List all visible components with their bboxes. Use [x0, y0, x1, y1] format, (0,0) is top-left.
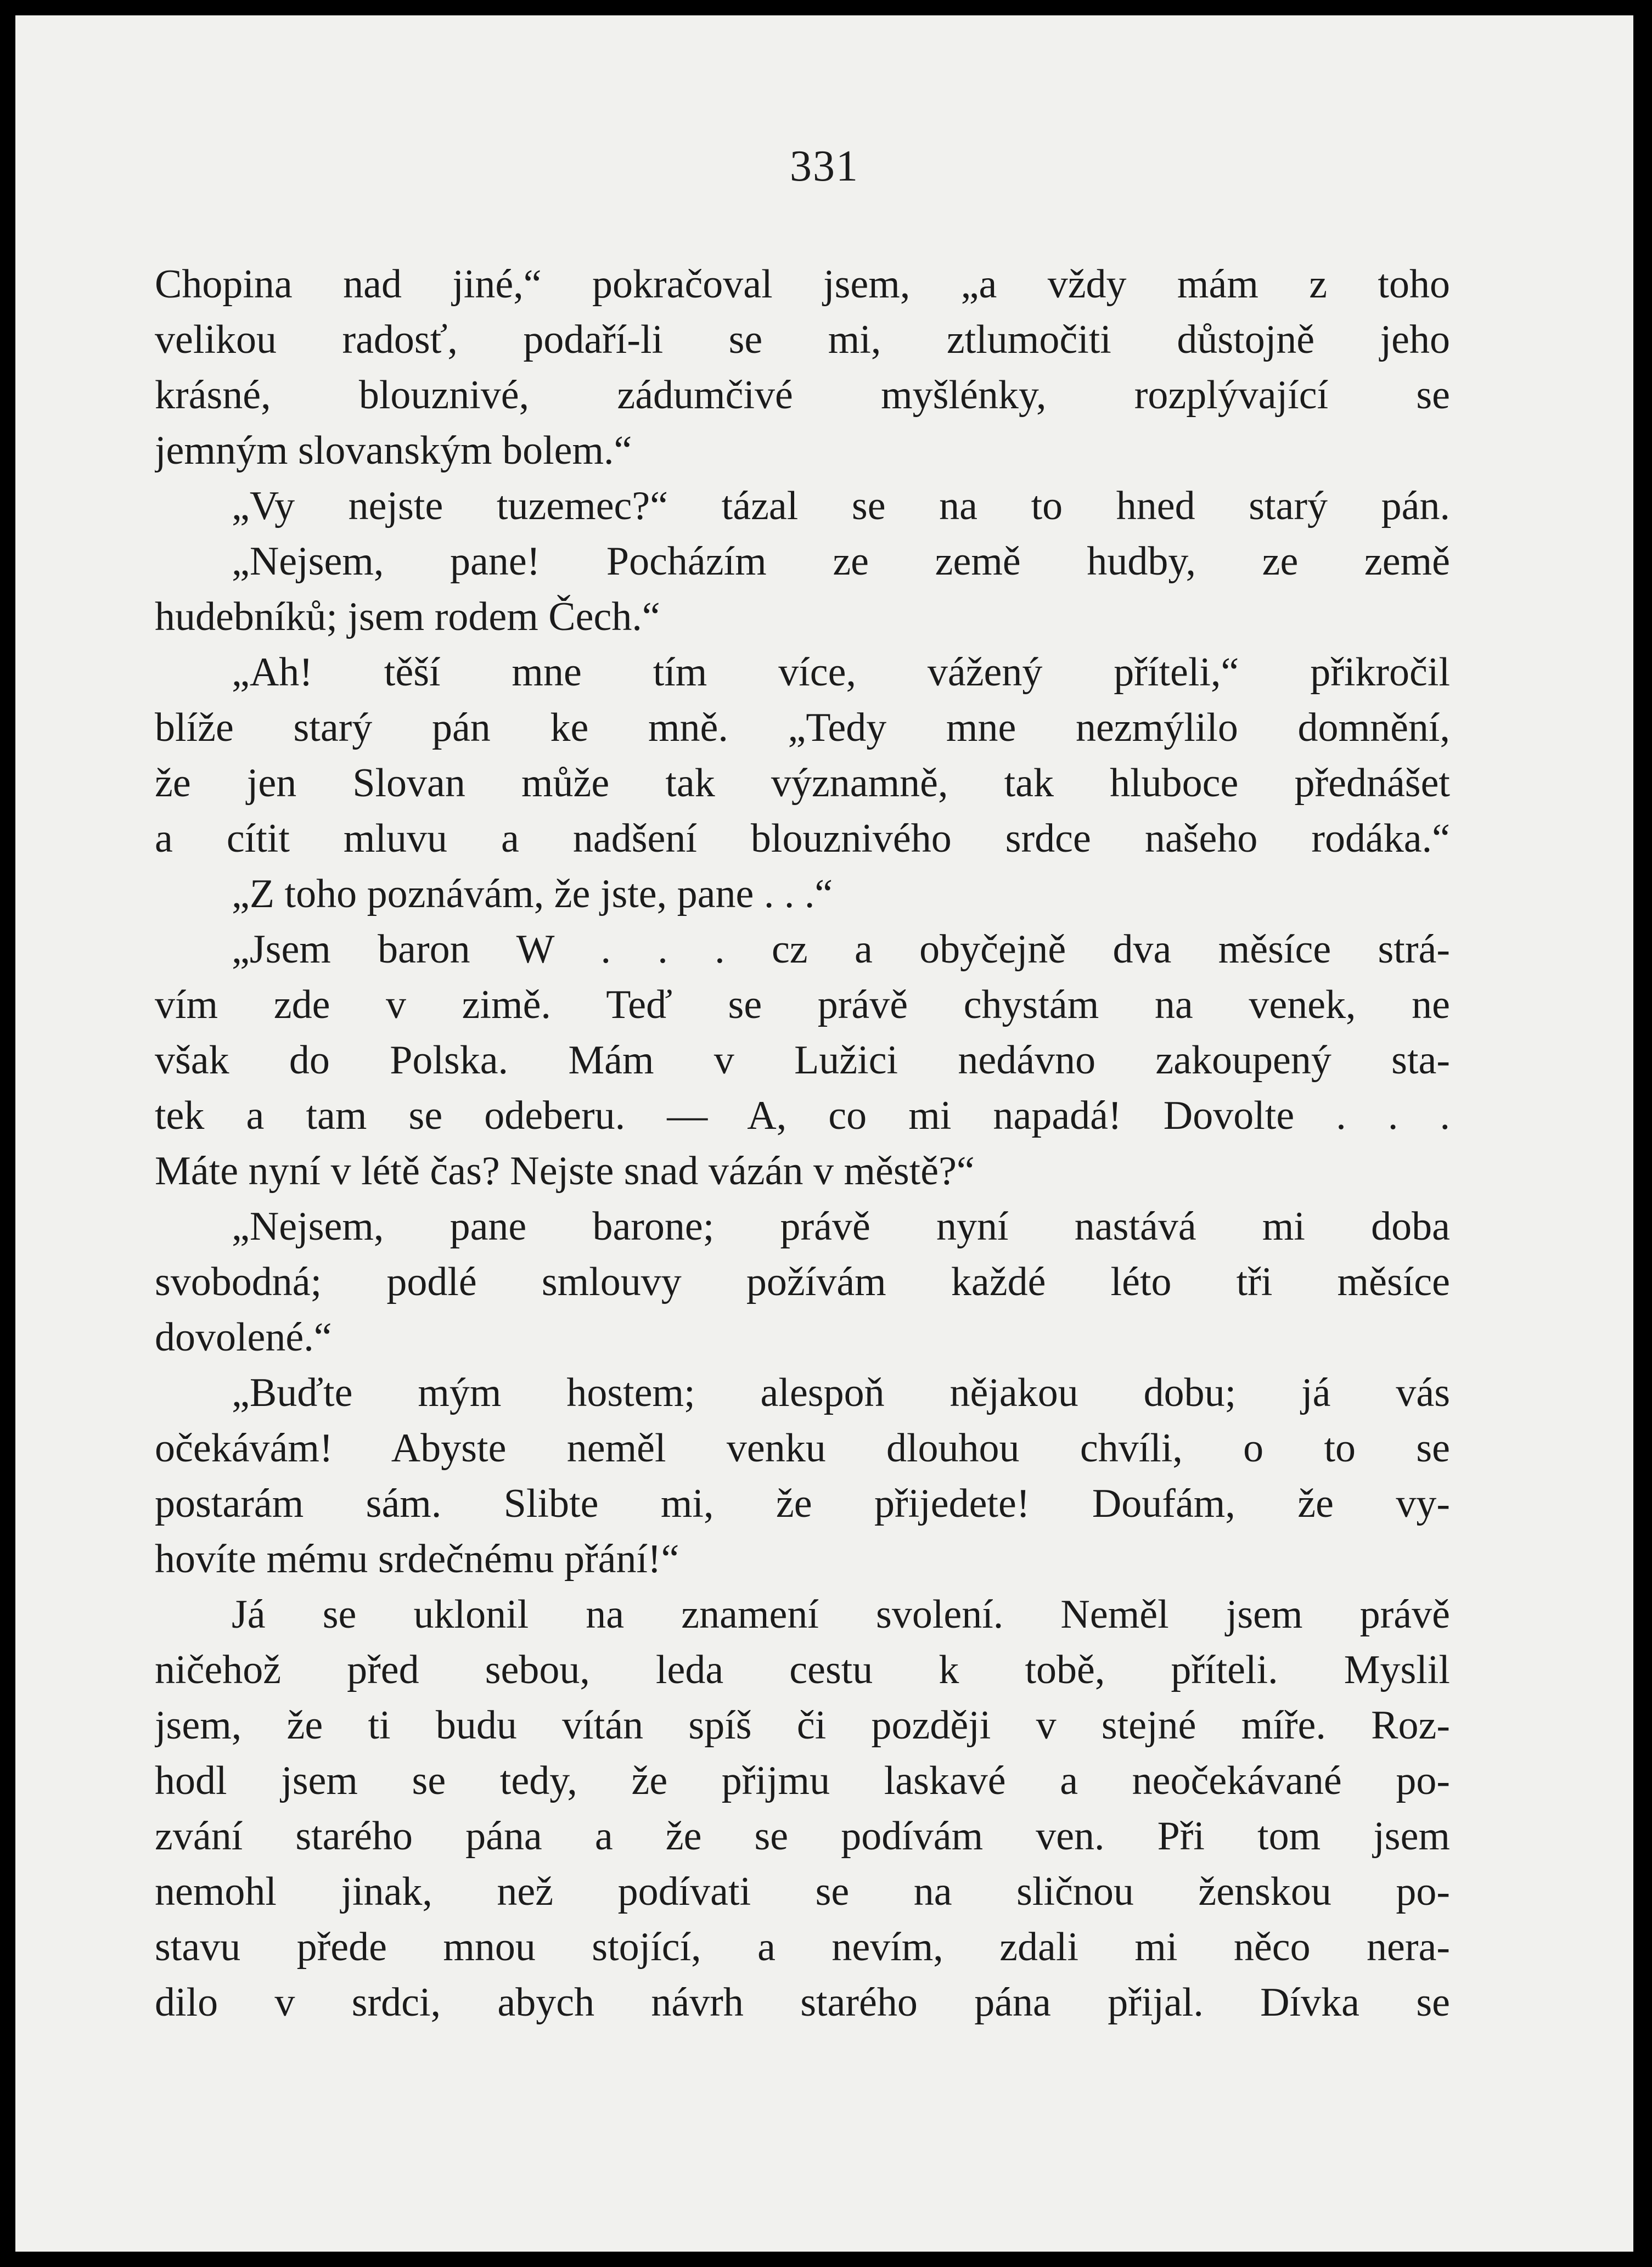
text-line: zvání starého pána a že se podívám ven. Při tom jsem — [155, 1814, 1450, 1859]
text-line: blíže starý pán ke mně. „Tedy mne nezmýlilo domnění, — [155, 705, 1450, 750]
text-line: vím zde v zimě. Teď se právě chystám na venek, ne — [155, 982, 1450, 1027]
text-line: však do Polska. Mám v Lužici nedávno zakoupený sta- — [155, 1038, 1450, 1083]
text-line: očekávám! Abyste neměl venku dlouhou chvíli, o to se — [155, 1426, 1450, 1471]
text-line: „Nejsem, pane! Pocházím ze země hudby, ze země — [232, 539, 1450, 584]
text-line: tek a tam se odeberu. — A, co mi napadá! Dovolte . . . — [155, 1093, 1450, 1138]
text-line: jsem, že ti budu vítán spíš či později v stejné míře. Roz- — [155, 1703, 1450, 1748]
text-line: „Vy nejste tuzemec?“ tázal se na to hned starý pán. — [232, 483, 1450, 528]
text-line: že jen Slovan může tak významně, tak hluboce přednášet — [155, 761, 1450, 806]
book-page — [15, 15, 1633, 2252]
text-line: postarám sám. Slibte mi, že přijedete! Doufám, že vy- — [155, 1481, 1450, 1526]
text-line: dilo v srdci, abych návrh starého pána přijal. Dívka se — [155, 1980, 1450, 2025]
text-line: „Z toho poznávám, že jste, pane . . .“ — [232, 871, 833, 916]
text-line: a cítit mluvu a nadšení blouznivého srdce našeho rodáka.“ — [155, 816, 1450, 861]
page-number: 331 — [790, 142, 859, 190]
text-line: ničehož před sebou, leda cestu k tobě, příteli. Myslil — [155, 1647, 1450, 1692]
text-line: hodl jsem se tedy, že přijmu laskavé a neočekávané po- — [155, 1758, 1450, 1803]
text-line: dovolené.“ — [155, 1315, 332, 1360]
text-line: jemným slovanským bolem.“ — [155, 428, 632, 473]
text-line: Chopina nad jiné,“ pokračoval jsem, „a vždy mám z toho — [155, 262, 1450, 307]
body-text — [155, 257, 1450, 2030]
text-line: „Ah! těší mne tím více, vážený příteli,“ přikročil — [232, 650, 1450, 695]
text-line: Já se uklonil na znamení svolení. Neměl jsem právě — [232, 1592, 1450, 1637]
text-line: Máte nyní v létě čas? Nejste snad vázán v městě?“ — [155, 1149, 975, 1194]
text-line: krásné, blouznivé, zádumčivé myšlénky, rozplývající se — [155, 373, 1450, 418]
text-line: hudebníků; jsem rodem Čech.“ — [155, 594, 660, 639]
text-line: velikou radosť, podaří-li se mi, ztlumočiti důstojně jeho — [155, 317, 1450, 362]
text-line: „Nejsem, pane barone; právě nyní nastává mi doba — [232, 1204, 1450, 1249]
text-line: „Buďte mým hostem; alespoň nějakou dobu; já vás — [232, 1370, 1450, 1415]
text-line: hovíte mému srdečnému přání!“ — [155, 1537, 679, 1582]
text-line: svobodná; podlé smlouvy požívám každé léto tři měsíce — [155, 1259, 1450, 1304]
text-line: „Jsem baron W . . . cz a obyčejně dva měsíce strá- — [232, 927, 1450, 972]
text-line: nemohl jinak, než podívati se na sličnou ženskou po- — [155, 1869, 1450, 1914]
text-line: stavu přede mnou stojící, a nevím, zdali mi něco nera- — [155, 1925, 1450, 1970]
